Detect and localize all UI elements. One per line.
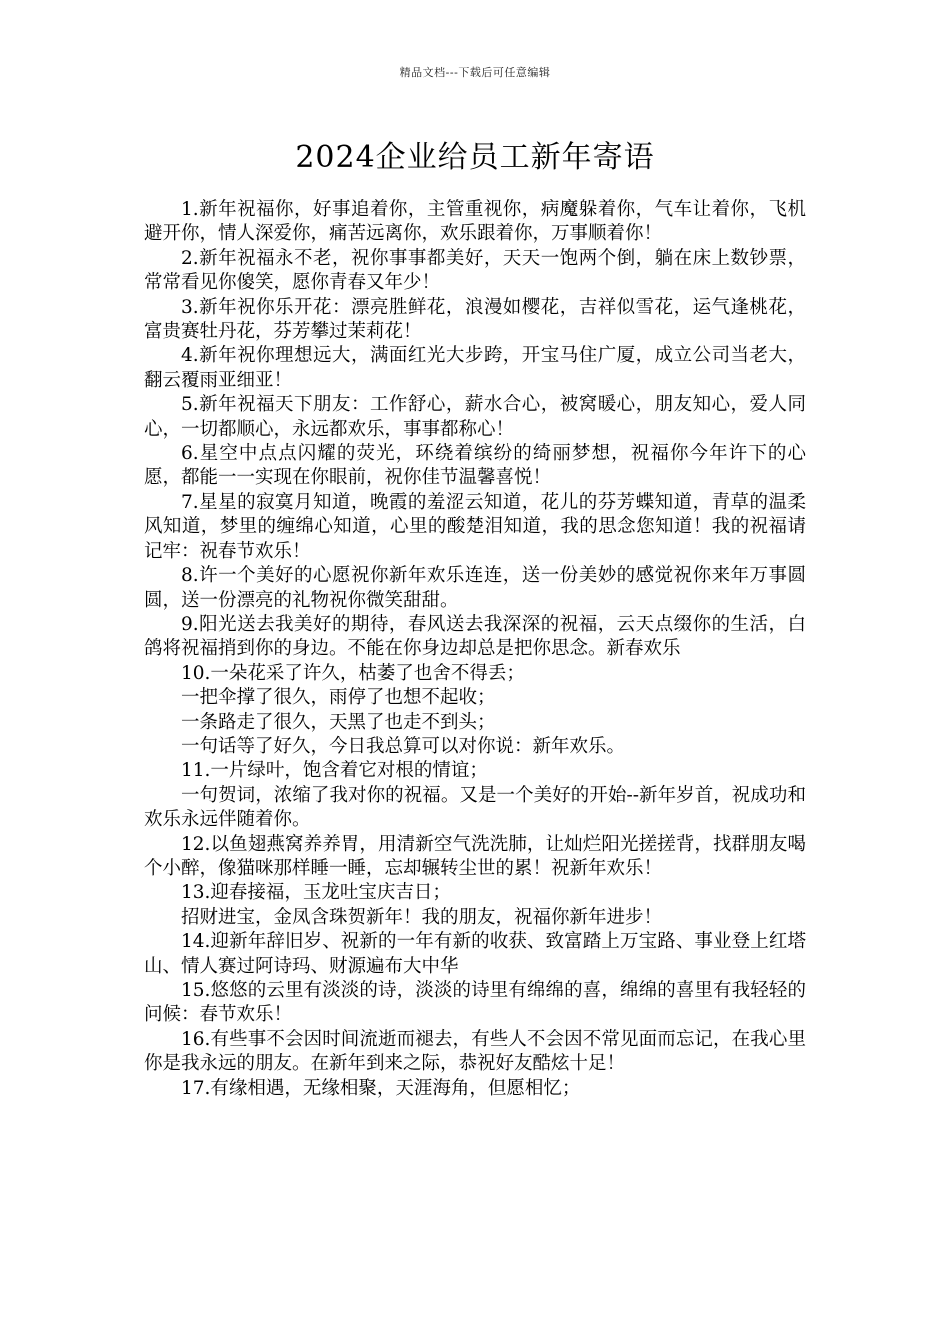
paragraph-11: 一把伞撑了很久，雨停了也想不起收；	[181, 687, 496, 709]
paragraph-19: 14.迎新年辞旧岁、祝新的一年有新的收获、致富踏上万宝路、事业登上红塔山、情人赛过阿诗玛、财源遍布大中华	[144, 931, 806, 977]
paragraph-7: 7.星星的寂寞月知道，晚霞的羞涩云知道，花儿的芬芳蝶知道，青草的温柔风知道，梦里的缠绵心知道，心里的酸楚泪知道，我的思念您知道！我的祝福请记牢：祝春节欢乐！	[144, 491, 806, 562]
paragraph-2: 2.新年祝福永不老，祝你事事都美好，天天一饱两个倒，躺在床上数钞票，常常看见你傻笑，愿你青春又年少！	[144, 247, 806, 294]
document-title: 2024企业给员工新年寄语	[295, 140, 655, 175]
paragraph-1: 1.新年祝福你，好事追着你，主管重视你，病魔躲着你，气车让着你，飞机避开你，情人深爱你，痛苦远离你，欢乐跟着你，万事顺着你！	[144, 199, 806, 245]
paragraph-5: 5.新年祝福天下朋友：工作舒心，薪水合心，被窝暖心，朋友知心，爱人同心，一切都顺心，永远都欢乐，事事都称心！	[144, 394, 806, 440]
paragraph-16: 12.以鱼翅燕窝养养胃，用清新空气洗洗肺，让灿烂阳光搓搓背，找群朋友喝个小醉，像猫咪那样睡一睡，忘却辗转尘世的累！祝新年欢乐！	[144, 833, 806, 879]
paragraph-8: 8.许一个美好的心愿祝你新年欢乐连连，送一份美妙的感觉祝你来年万事圆圆，送一份漂亮的礼物祝你微笑甜甜。	[144, 565, 806, 611]
paragraph-12: 一条路走了很久，天黑了也走不到头；	[181, 711, 496, 733]
paragraph-22: 17.有缘相遇，无缘相聚，天涯海角，但愿相忆；	[181, 1077, 581, 1099]
paragraph-6: 6.星空中点点闪耀的荧光，环绕着缤纷的绮丽梦想，祝福你今年许下的心愿，都能一一实现在你眼前，祝你佳节温馨喜悦！	[144, 443, 806, 489]
paragraph-20: 15.悠悠的云里有淡淡的诗，淡淡的诗里有绵绵的喜，绵绵的喜里有我轻轻的问候：春节欢乐！	[144, 980, 806, 1026]
document-body	[144, 198, 806, 1101]
paragraph-21: 16.有些事不会因时间流逝而褪去，有些人不会因不常见面而忘记，在我心里你是我永远的朋友。在新年到来之际，恭祝好友酷炫十足！	[144, 1028, 806, 1075]
header-note: 精品文档---下载后可任意编辑	[399, 66, 551, 79]
paragraph-3: 3.新年祝你乐开花：漂亮胜鲜花，浪漫如樱花，吉祥似雪花，运气逢桃花，富贵赛牡丹花，芬芳攀过茉莉花！	[144, 296, 806, 343]
paragraph-14: 11.一片绿叶，饱含着它对根的情谊；	[181, 760, 488, 782]
paragraph-9: 9.阳光送去我美好的期待，春风送去我深深的祝福，云天点缀你的生活，白鸽将祝福捎到你的身边。不能在你身边却总是把你思念。新春欢乐	[144, 613, 806, 660]
paragraph-10: 10.一朵花采了许久，枯萎了也舍不得丢；	[181, 662, 525, 684]
paragraph-4: 4.新年祝你理想远大，满面红光大步跨，开宝马住广厦，成立公司当老大，翻云覆雨亚细亚！	[144, 345, 806, 391]
paragraph-15: 一句贺词，浓缩了我对你的祝福。又是一个美好的开始--新年岁首，祝成功和欢乐永远伴随着你。	[144, 784, 806, 831]
paragraph-18: 招财进宝，金凤含珠贺新年！我的朋友，祝福你新年进步！	[181, 906, 663, 928]
paragraph-17: 13.迎春接福，玉龙吐宝庆吉日；	[181, 882, 451, 904]
paragraph-13: 一句话等了好久，今日我总算可以对你说：新年欢乐。	[181, 735, 626, 757]
